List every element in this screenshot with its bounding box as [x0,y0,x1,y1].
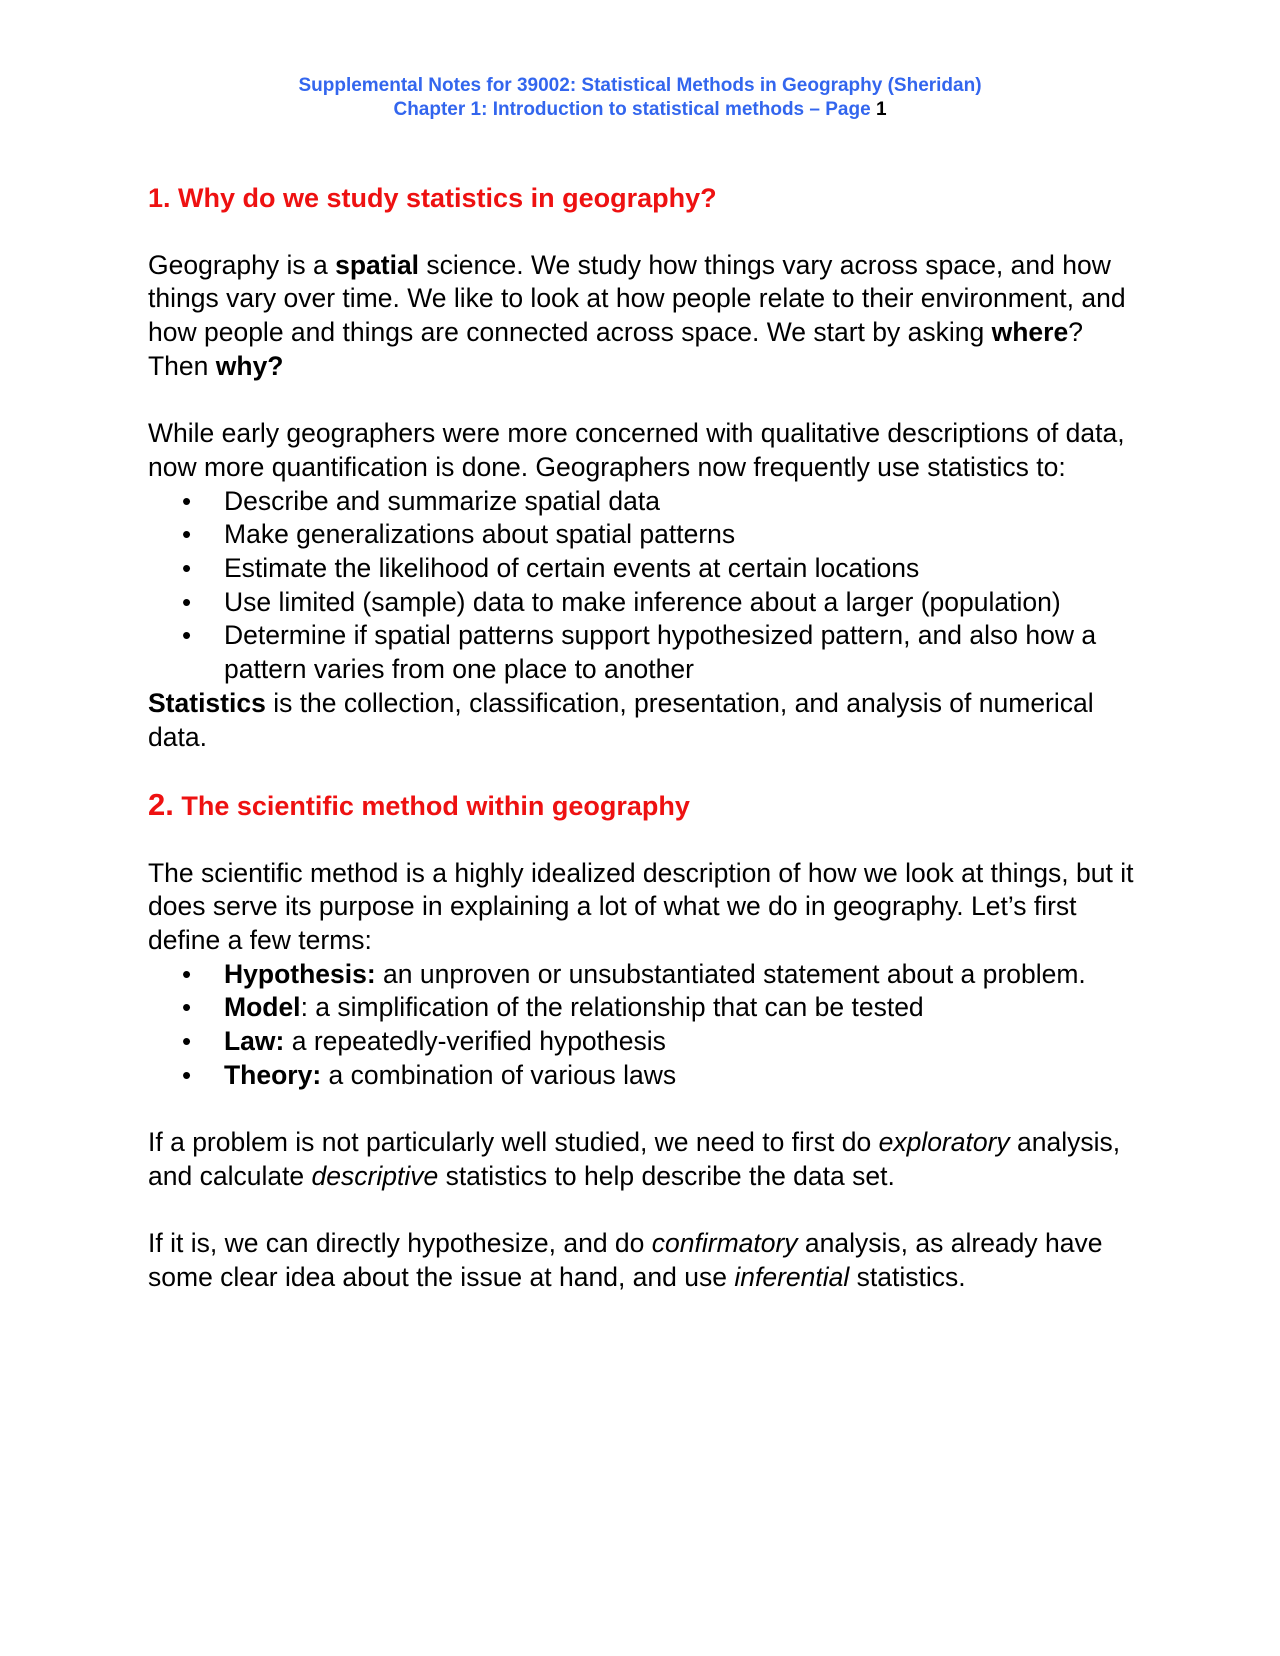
header-chapter-title: Chapter 1: Introduction to statistical methods – Page [393,99,876,120]
list-item [148,991,1138,1025]
list-item [148,552,1138,586]
section2-paragraph2 [148,1126,1138,1193]
italic-term-confirmatory: confirmatory [651,1228,798,1259]
list-item [148,619,1138,686]
bullet-icon: • [182,958,192,989]
bullet-icon: • [182,992,192,1023]
para-text: analysis, as already have some clear idea about the issue at hand, and use [148,1228,1103,1292]
section1-paragraph1 [148,249,1138,384]
terms-list [148,958,1138,1093]
term-definition: : a simplification of the relationship that can be tested [300,992,924,1023]
header-chapter-line [0,98,1280,122]
term-label: Hypothesis: [224,958,376,989]
page-number: 1 [875,99,887,120]
para-text: statistics. [849,1262,966,1292]
para-text: analysis, and calculate [148,1127,1121,1191]
term-label: Theory: [224,1059,322,1090]
definition-text: is the collection, classification, presentation, and analysis of numerical data. [148,687,1094,752]
term-definition: an unproven or unsubstantiated statement about a problem. [375,958,1086,989]
section2-number: 2. [148,786,174,822]
bullet-icon: • [182,1026,192,1057]
bullet-icon: • [182,519,192,550]
list-item-text: Estimate the likelihood of certain events at certain locations [224,553,920,583]
bold-term-spatial: spatial [335,249,420,280]
italic-term-inferential: inferential [734,1262,850,1292]
header-course-title: Supplemental Notes for 39002: Statistical Methods in Geography (Sheridan) [298,75,982,96]
bullet-icon: • [182,553,192,583]
bold-term-why: why? [215,350,284,381]
bullet-icon: • [182,620,192,651]
list-item-text: Determine if spatial patterns support hypothesized pattern, and also how a pattern varies from one place to another [224,620,1097,685]
para-text: If it is, we can directly hypothesize, and do [148,1228,652,1259]
bold-term-statistics: Statistics [148,687,266,718]
list-item-text: Make generalizations about spatial patterns [224,519,736,550]
statistics-definition [148,687,1138,754]
section2-paragraph1: The scientific method is a highly idealized description of how we look at things, but it does serve its purpose in explaining a lot of what we do in geography. Let’s first define a few terms: [148,857,1134,955]
section1-heading: 1. Why do we study statistics in geography? [148,183,717,213]
list-item [148,1059,1138,1093]
term-label: Model [224,992,301,1023]
para-text: Geography is a [148,249,336,280]
statistics-uses-list [148,485,1138,687]
section2-paragraph3 [148,1227,1138,1294]
italic-term-descriptive: descriptive [311,1160,439,1191]
document-body [148,181,1138,1295]
para-text: If a problem is not particularly well studied, we need to first do [148,1127,879,1158]
list-item-text: Describe and summarize spatial data [224,485,660,516]
section2-title: The scientific method within geography [173,790,690,821]
bold-term-where: where [991,317,1069,348]
para-text: ? Then [148,317,1083,381]
list-item-text: Use limited (sample) data to make inference about a larger (population) [224,586,1061,617]
term-definition: a repeatedly-verified hypothesis [284,1026,666,1057]
list-item [148,586,1138,620]
section2-heading [148,788,1138,823]
running-header [0,74,1280,122]
bullet-icon: • [182,586,192,617]
list-item [148,1025,1138,1059]
list-item [148,485,1138,519]
term-label: Law: [224,1026,285,1057]
bullet-icon: • [182,1059,192,1090]
list-item [148,518,1138,552]
list-item [148,958,1138,992]
para-text: science. We study how things vary across space, and how things vary over time. We like to look at how people relate to their environment, and how people and things are connected across space. We start by asking [148,249,1126,348]
section1-paragraph2: While early geographers were more concerned with qualitative descriptions of data, now more quantification is done. Geographers now frequently use statistics to: [148,418,1125,482]
term-definition: a combination of various laws [321,1059,677,1090]
para-text: statistics to help describe the data set. [438,1160,895,1191]
italic-term-exploratory: exploratory [878,1127,1010,1158]
bullet-icon: • [182,485,192,516]
